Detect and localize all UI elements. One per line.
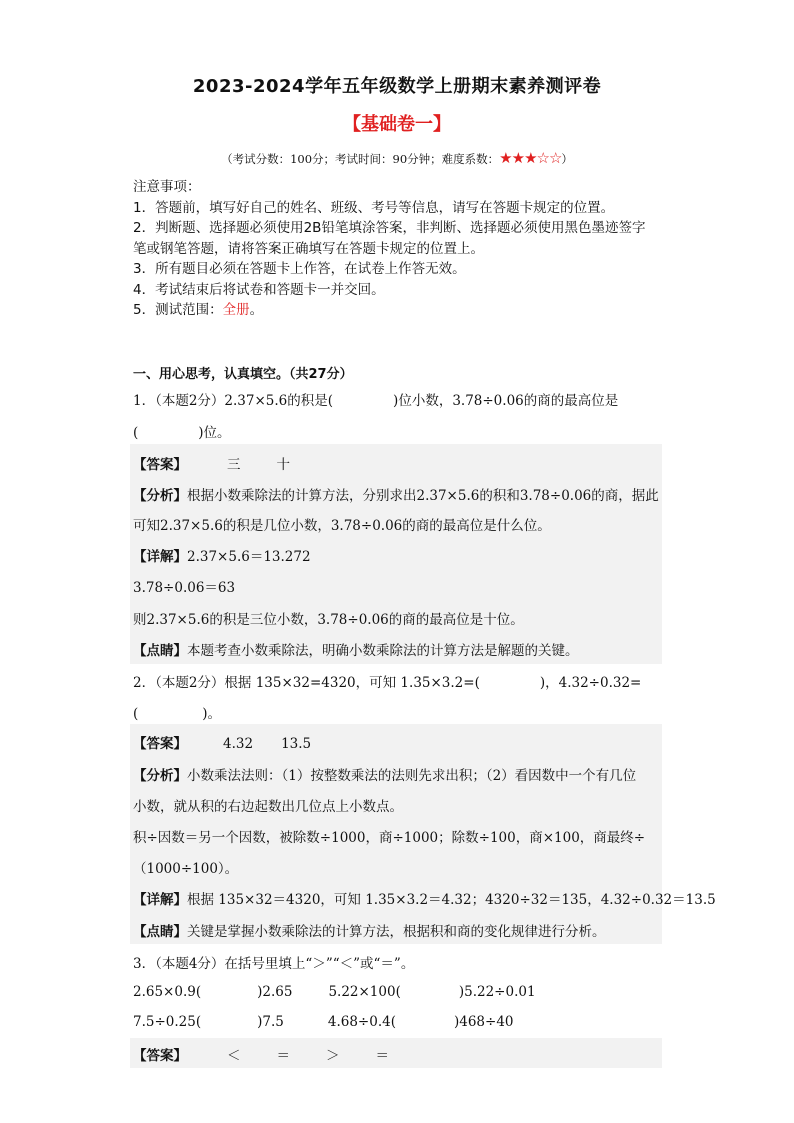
question-3-row <box>133 1014 514 1030</box>
answer-label: 【答案】 <box>133 457 187 473</box>
star-empty-icon: ☆☆ <box>536 149 562 167</box>
notice-item: 2．判断题、选择题必须使用2B铅笔填涂答案，非判断、选择题必须使用黑色墨迹签字 <box>133 220 646 236</box>
point-text: 本题考查小数乘除法，明确小数乘除法的计算方法是解题的关键。 <box>187 643 579 659</box>
detail-text: 2.37×5.6＝13.272 <box>187 549 311 565</box>
answer-value: 4.32 <box>223 736 254 752</box>
page-subtitle: 【基础卷一】 <box>343 114 451 135</box>
question-2-answer <box>133 732 311 752</box>
notice-item-suffix: 。 <box>249 302 264 318</box>
stem-part: 1．（本题2分）2.37×5.6的积是( <box>133 393 334 409</box>
question-3-answer <box>133 1044 389 1064</box>
comparison-expr: 5.22×100( <box>328 984 401 1000</box>
question-2-stem-cont <box>133 702 221 722</box>
question-1-analysis-cont: 可知2.37×5.6的积是几位小数，3.78÷0.06的商的最高位是什么位。 <box>133 518 551 534</box>
question-1-stem-cont <box>133 421 231 441</box>
exam-info-end: ） <box>561 152 573 166</box>
question-2-point <box>133 920 606 940</box>
answer-value: 十 <box>276 457 290 473</box>
analysis-text: 根据小数乘除法的计算方法，分别求出2.37×5.6的积和3.78÷0.06的商，据此 <box>187 488 659 504</box>
comparison-expr: )2.65 <box>257 984 293 1000</box>
question-1-detail <box>133 545 311 565</box>
question-3-stem: 3．（本题4分）在括号里填上“＞”“＜”或“＝”。 <box>133 956 415 972</box>
question-1-point <box>133 639 579 659</box>
question-2-analysis-cont: 积÷因数＝另一个因数，被除数÷1000，商÷1000；除数÷100，商×100，商最终÷ <box>133 830 646 846</box>
comparison-expr: 4.68÷0.4( <box>327 1014 396 1030</box>
stem-part: ( <box>133 425 139 441</box>
notice-item: 笔或钢笔答题，请将答案正确填写在答题卡规定的位置上。 <box>133 240 484 257</box>
question-1-detail-cont: 则2.37×5.6的积是三位小数，3.78÷0.06的商的最高位是十位。 <box>133 612 524 628</box>
point-label: 【点睛】 <box>133 643 187 659</box>
notice-section <box>133 177 673 321</box>
question-2-detail <box>133 888 716 908</box>
page-title: 2023-2024学年五年级数学上册期末素养测评卷 <box>192 76 602 97</box>
detail-label: 【详解】 <box>133 892 187 908</box>
question-3-row <box>133 984 536 1000</box>
detail-label: 【详解】 <box>133 549 187 565</box>
section-heading: 一、用心思考，认真填空。（共27分） <box>133 367 353 382</box>
question-1-answer <box>133 453 290 473</box>
comparison-expr: )5.22÷0.01 <box>458 984 536 1000</box>
analysis-text: 小数乘法法则：（1）按整数乘法的法则先求出积；（2）看因数中一个有几位 <box>187 768 637 784</box>
stem-part: ( <box>133 706 139 722</box>
analysis-label: 【分析】 <box>133 768 187 784</box>
answer-label: 【答案】 <box>133 736 187 752</box>
star-filled-icon: ★★★ <box>499 149 537 167</box>
stem-part: )，4.32÷0.32= <box>539 675 642 691</box>
answer-value: ＝ <box>375 1048 389 1064</box>
comparison-expr: 7.5÷0.25( <box>133 1014 202 1030</box>
question-1-detail-cont: 3.78÷0.06＝63 <box>133 580 236 596</box>
answer-label: 【答案】 <box>133 1048 187 1064</box>
stem-part: )位。 <box>198 425 231 441</box>
point-text: 关键是掌握小数乘除法的计算方法，根据积和商的变化规律进行分析。 <box>187 924 606 940</box>
notice-item-prefix: 5．测试范围： <box>133 302 223 318</box>
question-2-analysis-cont: 小数，就从积的右边起数出几位点上小数点。 <box>133 799 403 815</box>
exam-info <box>0 149 794 167</box>
answer-value: ＜ <box>227 1048 241 1064</box>
stem-part: )位小数，3.78÷0.06的商的最高位是 <box>393 393 619 409</box>
notice-item: 3．所有题目必须在答题卡上作答，在试卷上作答无效。 <box>133 261 466 277</box>
notice-item <box>133 300 673 321</box>
test-scope: 全册 <box>222 302 250 318</box>
notice-item: 4．考试结束后将试卷和答题卡一并交回。 <box>133 281 385 298</box>
point-label: 【点睛】 <box>133 924 187 940</box>
question-2-analysis-cont: （1000÷100）。 <box>133 861 239 877</box>
comparison-expr: )468÷40 <box>453 1014 514 1030</box>
answer-value: ＝ <box>276 1048 290 1064</box>
stem-part: 2．（本题2分）根据 135×32=4320，可知 1.35×3.2=( <box>133 675 480 691</box>
notice-item: 1．答题前，填写好自己的姓名、班级、考号等信息，请写在答题卡规定的位置。 <box>133 199 615 216</box>
question-1-stem <box>133 389 618 409</box>
answer-value: ＞ <box>326 1048 340 1064</box>
comparison-expr: )7.5 <box>257 1014 284 1030</box>
answer-value: 13.5 <box>281 736 312 752</box>
question-2-analysis <box>133 764 636 784</box>
analysis-label: 【分析】 <box>133 488 187 504</box>
question-1-analysis <box>133 484 659 504</box>
notice-heading: 注意事项： <box>133 179 201 195</box>
detail-text: 根据 135×32＝4320，可知 1.35×3.2＝4.32；4320÷32＝135，4.32÷0.32＝13.5 <box>187 892 716 908</box>
difficulty-stars <box>499 149 561 167</box>
stem-part: )。 <box>202 706 222 722</box>
answer-value: 三 <box>227 457 241 473</box>
exam-info-text: （考试分数：100分；考试时间：90分钟；难度系数： <box>221 152 500 166</box>
comparison-expr: 2.65×0.9( <box>133 984 202 1000</box>
question-2-stem <box>133 671 641 691</box>
